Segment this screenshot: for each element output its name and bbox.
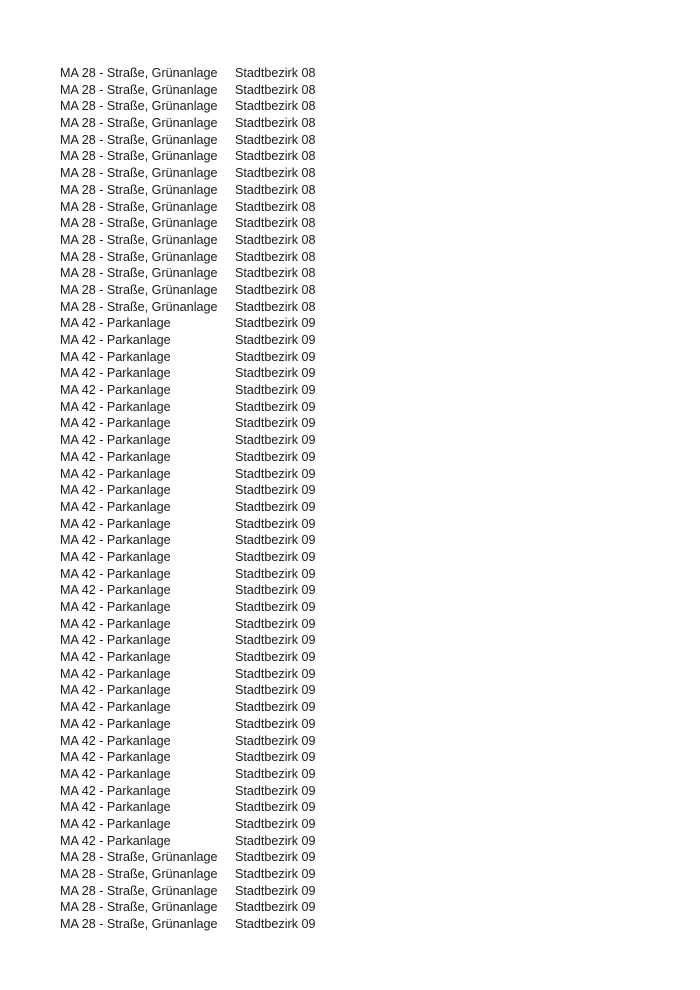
table-row: [60, 499, 680, 516]
department-cell: MA 28 - Straße, Grünanlage: [60, 266, 218, 281]
district-cell: Stadtbezirk 08: [235, 149, 316, 164]
district-cell: Stadtbezirk 08: [235, 232, 316, 247]
department-cell: MA 42 - Parkanlage: [60, 566, 171, 581]
department-cell: MA 42 - Parkanlage: [60, 333, 171, 347]
district-cell: Stadtbezirk 09: [235, 616, 316, 631]
table-row: [60, 849, 680, 866]
department-cell: MA 42 - Parkanlage: [60, 499, 171, 514]
table-row: [60, 649, 680, 666]
department-cell: MA 42 - Parkanlage: [60, 800, 171, 815]
table-row: [60, 699, 680, 716]
district-cell: Stadtbezirk 09: [235, 533, 316, 548]
district-cell: Stadtbezirk 09: [235, 833, 316, 848]
district-cell: Stadtbezirk 09: [235, 716, 316, 731]
department-cell: MA 28 - Straße, Grünanlage: [60, 850, 218, 865]
department-cell: MA 42 - Parkanlage: [60, 700, 171, 715]
table-row: [60, 532, 680, 549]
district-cell: Stadtbezirk 09: [235, 333, 316, 347]
table-row: [60, 232, 680, 249]
department-cell: MA 28 - Straße, Grünanlage: [60, 132, 218, 147]
district-cell: Stadtbezirk 09: [235, 783, 316, 798]
table-row: [60, 733, 680, 750]
table-row: [60, 249, 680, 266]
table-row: [60, 749, 680, 766]
table-row: [60, 899, 680, 916]
department-cell: MA 28 - Straße, Grünanlage: [60, 299, 218, 314]
table-row: [60, 282, 680, 299]
district-cell: Stadtbezirk 09: [235, 416, 316, 431]
table-row: [60, 399, 680, 416]
department-cell: MA 42 - Parkanlage: [60, 533, 171, 548]
table-row: [60, 349, 680, 366]
district-cell: Stadtbezirk 08: [235, 166, 316, 181]
district-cell: Stadtbezirk 09: [235, 433, 316, 448]
table-row: [60, 132, 680, 149]
table-row: [60, 182, 680, 199]
department-cell: MA 28 - Straße, Grünanlage: [60, 149, 218, 164]
department-cell: MA 42 - Parkanlage: [60, 449, 171, 464]
district-cell: Stadtbezirk 09: [235, 816, 316, 831]
table-row: [60, 516, 680, 533]
department-cell: MA 42 - Parkanlage: [60, 366, 171, 381]
district-cell: Stadtbezirk 09: [235, 666, 316, 681]
department-cell: MA 28 - Straße, Grünanlage: [60, 249, 218, 264]
department-cell: MA 42 - Parkanlage: [60, 383, 171, 398]
department-cell: MA 28 - Straße, Grünanlage: [60, 199, 218, 214]
table-row: [60, 866, 680, 883]
district-cell: Stadtbezirk 09: [235, 633, 316, 648]
department-cell: MA 42 - Parkanlage: [60, 483, 171, 498]
table-row: [60, 599, 680, 616]
department-cell: MA 42 - Parkanlage: [60, 666, 171, 681]
district-cell: Stadtbezirk 09: [235, 750, 316, 765]
district-cell: Stadtbezirk 09: [235, 800, 316, 815]
department-cell: MA 42 - Parkanlage: [60, 583, 171, 598]
table-row: [60, 432, 680, 449]
district-cell: Stadtbezirk 08: [235, 282, 316, 297]
district-cell: Stadtbezirk 09: [235, 600, 316, 614]
table-row: [60, 115, 680, 132]
department-cell: MA 28 - Straße, Grünanlage: [60, 917, 218, 932]
table-row: [60, 616, 680, 633]
table-row: [60, 365, 680, 382]
department-cell: MA 28 - Straße, Grünanlage: [60, 216, 218, 231]
department-cell: MA 42 - Parkanlage: [60, 466, 171, 481]
district-cell: Stadtbezirk 09: [235, 850, 316, 865]
table-row: [60, 65, 680, 82]
table-body: [60, 65, 680, 933]
department-cell: MA 42 - Parkanlage: [60, 316, 171, 331]
table-row: [60, 682, 680, 699]
department-cell: MA 28 - Straße, Grünanlage: [60, 900, 218, 915]
department-cell: MA 28 - Straße, Grünanlage: [60, 116, 218, 131]
table-row: [60, 165, 680, 182]
district-cell: Stadtbezirk 09: [235, 483, 316, 498]
table-row: [60, 766, 680, 783]
district-cell: Stadtbezirk 09: [235, 566, 316, 581]
table-row: [60, 482, 680, 499]
district-cell: Stadtbezirk 08: [235, 182, 316, 197]
district-cell: Stadtbezirk 09: [235, 900, 316, 915]
district-cell: Stadtbezirk 08: [235, 216, 316, 231]
department-cell: MA 28 - Straße, Grünanlage: [60, 182, 218, 197]
department-cell: MA 42 - Parkanlage: [60, 783, 171, 798]
district-cell: Stadtbezirk 09: [235, 733, 316, 748]
table-row: [60, 315, 680, 332]
table-row: [60, 632, 680, 649]
department-cell: MA 42 - Parkanlage: [60, 600, 171, 614]
district-cell: Stadtbezirk 08: [235, 266, 316, 281]
district-cell: Stadtbezirk 09: [235, 917, 316, 932]
department-cell: MA 28 - Straße, Grünanlage: [60, 867, 218, 881]
district-cell: Stadtbezirk 09: [235, 466, 316, 481]
department-cell: MA 28 - Straße, Grünanlage: [60, 883, 218, 898]
department-cell: MA 28 - Straße, Grünanlage: [60, 166, 218, 181]
district-cell: Stadtbezirk 08: [235, 99, 316, 114]
department-cell: MA 42 - Parkanlage: [60, 633, 171, 648]
table-row: [60, 582, 680, 599]
district-cell: Stadtbezirk 09: [235, 516, 316, 531]
department-cell: MA 42 - Parkanlage: [60, 650, 171, 665]
district-cell: Stadtbezirk 09: [235, 383, 316, 398]
table-row: [60, 82, 680, 99]
table-row: [60, 666, 680, 683]
department-cell: MA 42 - Parkanlage: [60, 616, 171, 631]
spreadsheet-page: [60, 65, 680, 933]
department-cell: MA 42 - Parkanlage: [60, 716, 171, 731]
district-cell: Stadtbezirk 09: [235, 349, 316, 364]
district-cell: Stadtbezirk 09: [235, 399, 316, 414]
table-row: [60, 883, 680, 900]
table-row: [60, 299, 680, 316]
department-cell: MA 42 - Parkanlage: [60, 349, 171, 364]
department-cell: MA 42 - Parkanlage: [60, 399, 171, 414]
table-row: [60, 816, 680, 833]
table-row: [60, 783, 680, 800]
table-row: [60, 215, 680, 232]
district-cell: Stadtbezirk 09: [235, 366, 316, 381]
district-cell: Stadtbezirk 08: [235, 116, 316, 131]
table-row: [60, 833, 680, 850]
district-cell: Stadtbezirk 09: [235, 499, 316, 514]
table-row: [60, 566, 680, 583]
district-cell: Stadtbezirk 09: [235, 766, 316, 781]
department-cell: MA 42 - Parkanlage: [60, 833, 171, 848]
district-cell: Stadtbezirk 08: [235, 299, 316, 314]
department-cell: MA 42 - Parkanlage: [60, 433, 171, 448]
department-cell: MA 42 - Parkanlage: [60, 549, 171, 564]
district-cell: Stadtbezirk 09: [235, 583, 316, 598]
district-cell: Stadtbezirk 09: [235, 549, 316, 564]
department-cell: MA 28 - Straße, Grünanlage: [60, 232, 218, 247]
department-cell: MA 28 - Straße, Grünanlage: [60, 99, 218, 114]
department-cell: MA 42 - Parkanlage: [60, 416, 171, 431]
department-cell: MA 42 - Parkanlage: [60, 766, 171, 781]
table-row: [60, 449, 680, 466]
district-cell: Stadtbezirk 08: [235, 249, 316, 264]
table-row: [60, 199, 680, 216]
department-cell: MA 28 - Straße, Grünanlage: [60, 66, 218, 80]
table-row: [60, 799, 680, 816]
district-cell: Stadtbezirk 08: [235, 66, 316, 80]
table-row: [60, 916, 680, 933]
table-row: [60, 549, 680, 566]
department-cell: MA 42 - Parkanlage: [60, 683, 171, 698]
district-cell: Stadtbezirk 09: [235, 650, 316, 665]
table-row: [60, 466, 680, 483]
district-cell: Stadtbezirk 08: [235, 199, 316, 214]
district-cell: Stadtbezirk 08: [235, 132, 316, 147]
district-cell: Stadtbezirk 09: [235, 449, 316, 464]
table-row: [60, 415, 680, 432]
table-row: [60, 332, 680, 349]
department-cell: MA 42 - Parkanlage: [60, 733, 171, 748]
table-row: [60, 716, 680, 733]
table-row: [60, 265, 680, 282]
district-cell: Stadtbezirk 09: [235, 867, 316, 881]
department-cell: MA 42 - Parkanlage: [60, 750, 171, 765]
table-row: [60, 98, 680, 115]
district-cell: Stadtbezirk 08: [235, 82, 316, 97]
department-cell: MA 42 - Parkanlage: [60, 516, 171, 531]
district-cell: Stadtbezirk 09: [235, 683, 316, 698]
department-cell: MA 42 - Parkanlage: [60, 816, 171, 831]
district-cell: Stadtbezirk 09: [235, 883, 316, 898]
district-cell: Stadtbezirk 09: [235, 700, 316, 715]
district-cell: Stadtbezirk 09: [235, 316, 316, 331]
table-row: [60, 382, 680, 399]
department-cell: MA 28 - Straße, Grünanlage: [60, 82, 218, 97]
table-row: [60, 148, 680, 165]
department-cell: MA 28 - Straße, Grünanlage: [60, 282, 218, 297]
